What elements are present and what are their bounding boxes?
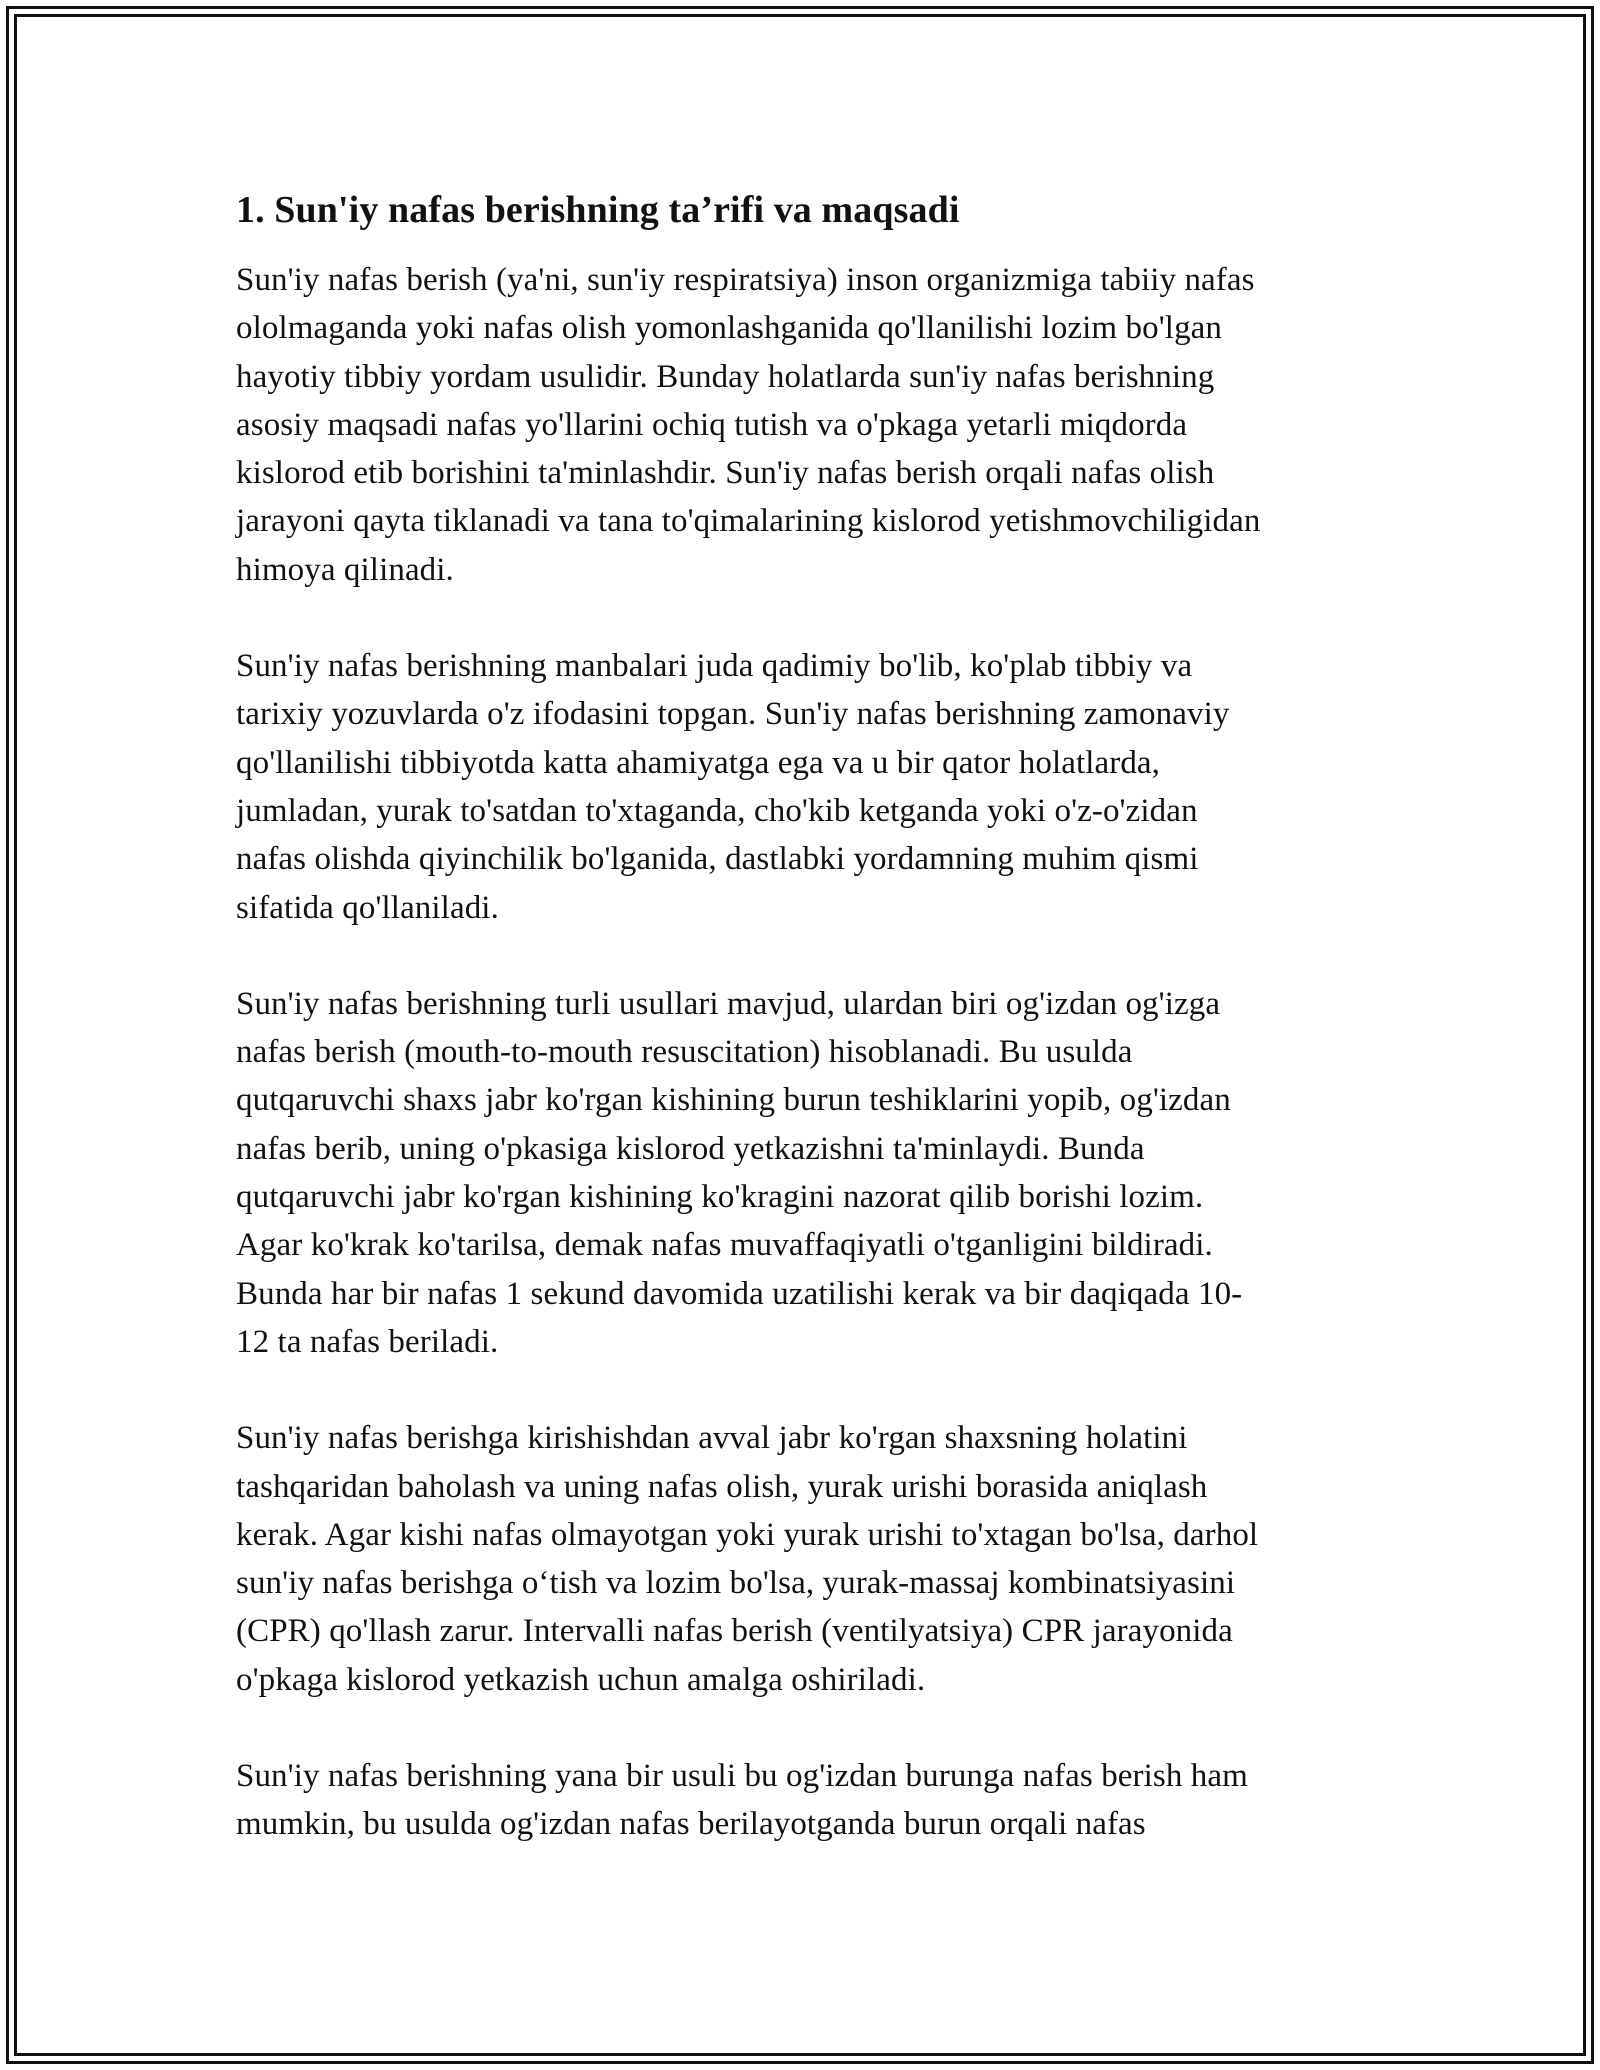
paragraph-line: Sun'iy nafas berishga kirishishdan avval jabr ko'rgan shaxsning holatini [236, 1420, 1188, 1457]
paragraph-line: ololmaganda yoki nafas olish yomonlashganida qo'llanilishi lozim bo'lgan [236, 310, 1223, 347]
paragraph-line: hayotiy tibbiy yordam usulidir. Bunday holatlarda sun'iy nafas berishning [236, 358, 1215, 395]
paragraph-line: Bunda har bir nafas 1 sekund davomida uzatilishi kerak va bir daqiqada 10- [236, 1275, 1243, 1312]
paragraph-line: o'pkaga kislorod yetkazish uchun amalga oshiriladi. [236, 1661, 926, 1698]
paragraph-line: kerak. Agar kishi nafas olmayotgan yoki yurak urishi to'xtagan bo'lsa, darhol [236, 1516, 1259, 1553]
paragraph-line: jarayoni qayta tiklanadi va tana to'qimalarining kislorod yetishmovchiligidan [236, 503, 1261, 540]
paragraph [236, 980, 1376, 1366]
paragraph-line: Sun'iy nafas berishning turli usullari mavjud, ulardan biri og'izdan og'izga [236, 985, 1221, 1022]
paragraph-line: 12 ta nafas beriladi. [236, 1323, 499, 1360]
paragraph-line: Sun'iy nafas berish (ya'ni, sun'iy respiratsiya) inson organizmiga tabiiy nafas [236, 262, 1255, 298]
paragraph-line: tashqaridan baholash va uning nafas olish, yurak urishi borasida aniqlash [236, 1468, 1208, 1505]
paragraph-line: himoya qilinadi. [236, 551, 454, 588]
paragraph-list [236, 256, 1376, 1849]
document-body [236, 186, 1376, 1897]
paragraph [236, 1414, 1376, 1704]
paragraph-line: asosiy maqsadi nafas yo'llarini ochiq tutish va o'pkaga yetarli miqdorda [236, 406, 1188, 443]
paragraph-line: kislorod etib borishini ta'minlashdir. Sun'iy nafas berish orqali nafas olish [236, 455, 1215, 492]
paragraph-line: qo'llanilishi tibbiyotda katta ahamiyatga ega va u bir qator holatlarda, [236, 744, 1161, 781]
paragraph-line: qutqaruvchi jabr ko'rgan kishining ko'kragini nazorat qilib borishi lozim. [236, 1179, 1204, 1216]
paragraph-line: nafas berib, uning o'pkasiga kislorod yetkazishni ta'minlaydi. Bunda [236, 1130, 1145, 1167]
paragraph [236, 1752, 1376, 1849]
paragraph-line: qutqaruvchi shaxs jabr ko'rgan kishining burun teshiklarini yopib, og'izdan [236, 1082, 1231, 1119]
paragraph [236, 642, 1376, 932]
paragraph-line: (CPR) qo'llash zarur. Intervalli nafas berish (ventilyatsiya) CPR jarayonida [236, 1613, 1233, 1650]
section-heading: 1. Sun'iy nafas berishning ta’rifi va maqsadi [236, 189, 960, 231]
paragraph-line: tarixiy yozuvlarda o'z ifodasini topgan. Sun'iy nafas berishning zamonaviy [236, 696, 1230, 733]
paragraph-line: Agar ko'krak ko'tarilsa, demak nafas muvaffaqiyatli o'tganligini bildiradi. [236, 1227, 1213, 1264]
paragraph-line: sifatida qo'llaniladi. [236, 889, 499, 926]
paragraph-line: mumkin, bu usulda og'izdan nafas berilayotganda burun orqali nafas [236, 1806, 1146, 1843]
paragraph-line: sun'iy nafas berishga o‘tish va lozim bo'lsa, yurak-massaj kombinatsiyasini [236, 1565, 1236, 1602]
paragraph-line: nafas berish (mouth-to-mouth resuscitation) hisoblanadi. Bu usulda [236, 1034, 1133, 1071]
paragraph-line: Sun'iy nafas berishning manbalari juda qadimiy bo'lib, ko'plab tibbiy va [236, 648, 1193, 685]
paragraph-line: Sun'iy nafas berishning yana bir usuli bu og'izdan burunga nafas berish ham [236, 1758, 1248, 1795]
paragraph-line: nafas olishda qiyinchilik bo'lganida, dastlabki yordamning muhim qismi [236, 841, 1199, 878]
paragraph-line: jumladan, yurak to'satdan to'xtaganda, cho'kib ketganda yoki o'z-o'zidan [236, 792, 1198, 829]
paragraph [236, 256, 1376, 594]
